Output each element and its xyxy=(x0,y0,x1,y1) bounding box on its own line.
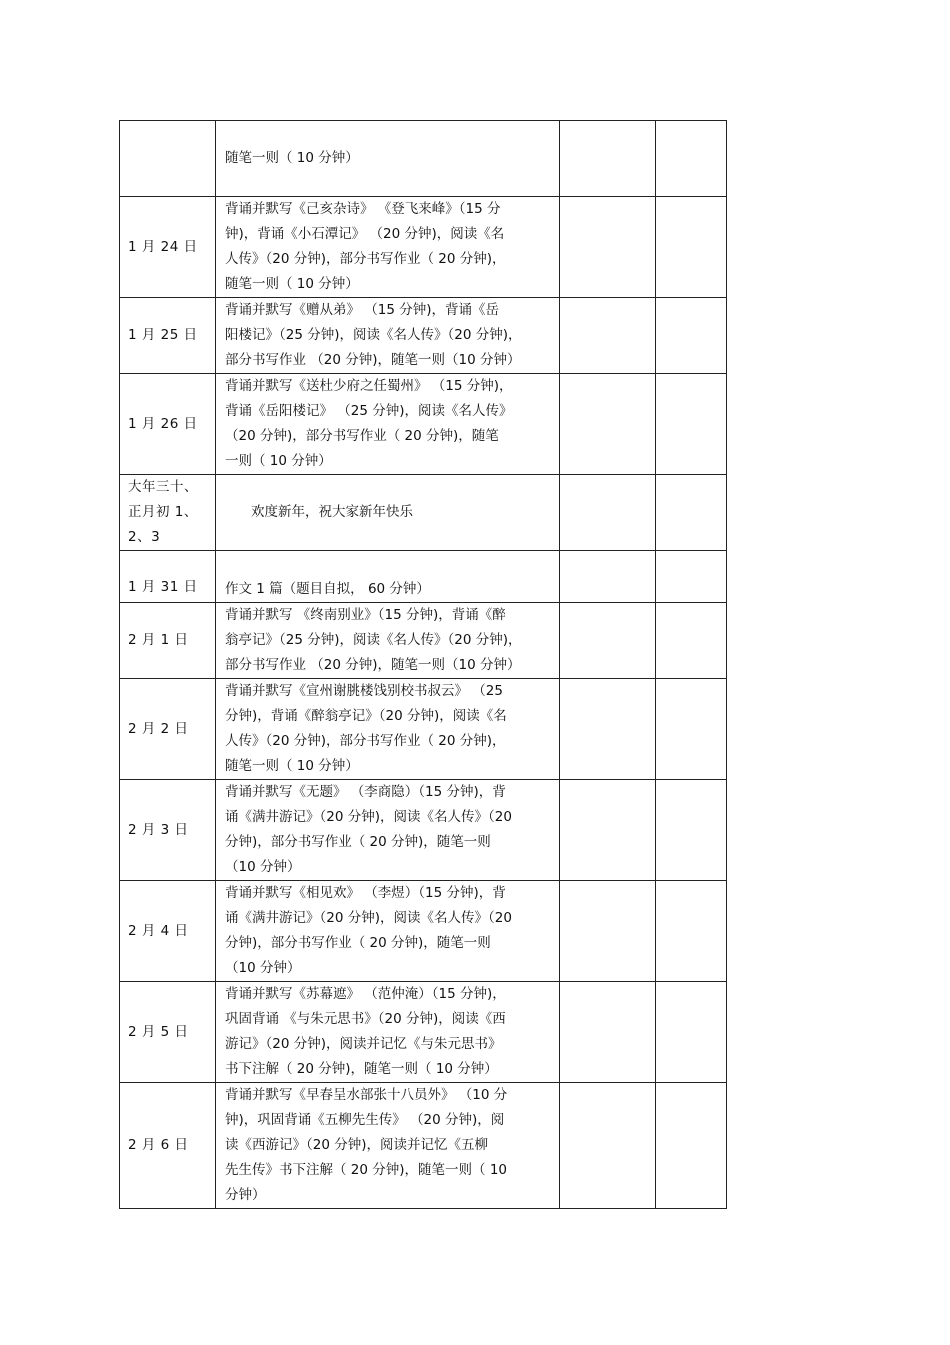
check-cell xyxy=(560,197,656,298)
table-row xyxy=(120,551,727,603)
date-cell: 2 月 1 日 xyxy=(120,603,216,679)
note-cell xyxy=(656,603,727,679)
task-cell: 背诵并默写《赠从弟》 （15 分钟)，背诵《岳 阳楼记》（25 分钟)，阅读《名人传》（20 分钟)， 部分书写作业 （20 分钟)，随笔一则（10 分钟） xyxy=(216,298,560,374)
table-row xyxy=(120,475,727,551)
check-cell xyxy=(560,298,656,374)
table-row xyxy=(120,298,727,374)
note-cell xyxy=(656,298,727,374)
date-cell: 2 月 2 日 xyxy=(120,679,216,780)
date-cell: 1 月 31 日 xyxy=(120,551,216,603)
date-cell: 2 月 4 日 xyxy=(120,881,216,982)
note-cell xyxy=(656,780,727,881)
note-cell xyxy=(656,197,727,298)
study-schedule-table xyxy=(119,120,727,1209)
note-cell xyxy=(656,982,727,1083)
check-cell xyxy=(560,982,656,1083)
table-row xyxy=(120,881,727,982)
note-cell xyxy=(656,121,727,197)
table-row xyxy=(120,1083,727,1209)
date-cell: 1 月 24 日 xyxy=(120,197,216,298)
task-cell: 背诵并默写《送杜少府之任蜀州》 （15 分钟)， 背诵《岳阳楼记》 （25 分钟)，阅读《名人传》 （20 分钟)，部分书写作业（ 20 分钟)，随笔 一则（ 10 分钟） xyxy=(216,374,560,475)
check-cell xyxy=(560,551,656,603)
note-cell xyxy=(656,881,727,982)
check-cell xyxy=(560,121,656,197)
date-cell: 1 月 25 日 xyxy=(120,298,216,374)
check-cell xyxy=(560,374,656,475)
note-cell xyxy=(656,551,727,603)
check-cell xyxy=(560,679,656,780)
task-cell: 背诵并默写《苏幕遮》 （范仲淹）（15 分钟)， 巩固背诵 《与朱元思书》（20 分钟)，阅读《西 游记》（20 分钟)，阅读并记忆《与朱元思书》 书下注解（ 20 分钟)，随笔一则（ 10 分钟） xyxy=(216,982,560,1083)
task-cell: 背诵并默写《相见欢》 （李煜）（15 分钟)，背 诵《满井游记》（20 分钟)，阅读《名人传》（20 分钟)，部分书写作业（ 20 分钟)，随笔一则 （10 分钟） xyxy=(216,881,560,982)
check-cell xyxy=(560,780,656,881)
note-cell xyxy=(656,475,727,551)
check-cell xyxy=(560,881,656,982)
date-cell: 2 月 6 日 xyxy=(120,1083,216,1209)
note-cell xyxy=(656,374,727,475)
note-cell xyxy=(656,1083,727,1209)
table-row xyxy=(120,374,727,475)
table-row xyxy=(120,982,727,1083)
date-cell: 2 月 3 日 xyxy=(120,780,216,881)
table-row xyxy=(120,679,727,780)
date-cell xyxy=(120,121,216,197)
check-cell xyxy=(560,1083,656,1209)
task-cell: 背诵并默写 《终南别业》（15 分钟)，背诵《醉 翁亭记》（25 分钟)，阅读《名人传》（20 分钟)， 部分书写作业 （20 分钟)，随笔一则（10 分钟） xyxy=(216,603,560,679)
check-cell xyxy=(560,603,656,679)
task-cell: 作文 1 篇（题目自拟， 60 分钟） xyxy=(216,551,560,603)
table-row xyxy=(120,603,727,679)
task-cell: 背诵并默写《早春呈水部张十八员外》 （10 分 钟)，巩固背诵《五柳先生传》 （20 分钟)，阅 读《西游记》（20 分钟)，阅读并记忆《五柳 先生传》书下注解（ 20 分钟)，随笔一则（ 10 分钟） xyxy=(216,1083,560,1209)
task-cell: 背诵并默写《己亥杂诗》 《登飞来峰》（15 分 钟)，背诵《小石潭记》 （20 分钟)，阅读《名 人传》（20 分钟)，部分书写作业（ 20 分钟)， 随笔一则（ 10 分钟） xyxy=(216,197,560,298)
task-cell: 背诵并默写《宣州谢朓楼饯别校书叔云》 （25 分钟)，背诵《醉翁亭记》（20 分钟)，阅读《名 人传》（20 分钟)，部分书写作业（ 20 分钟)， 随笔一则（ 10 分钟） xyxy=(216,679,560,780)
note-cell xyxy=(656,679,727,780)
table-row xyxy=(120,780,727,881)
date-cell: 1 月 26 日 xyxy=(120,374,216,475)
task-cell: 背诵并默写《无题》 （李商隐）（15 分钟)，背 诵《满井游记》（20 分钟)，阅读《名人传》（20 分钟)，部分书写作业（ 20 分钟)，随笔一则 （10 分钟） xyxy=(216,780,560,881)
date-cell: 大年三十、 正月初 1、 2、3 xyxy=(120,475,216,551)
table-row xyxy=(120,121,727,197)
date-cell: 2 月 5 日 xyxy=(120,982,216,1083)
table-row xyxy=(120,197,727,298)
check-cell xyxy=(560,475,656,551)
task-cell: 随笔一则（ 10 分钟） xyxy=(216,121,560,197)
holiday-greeting: 欢度新年，祝大家新年快乐 xyxy=(216,475,560,551)
